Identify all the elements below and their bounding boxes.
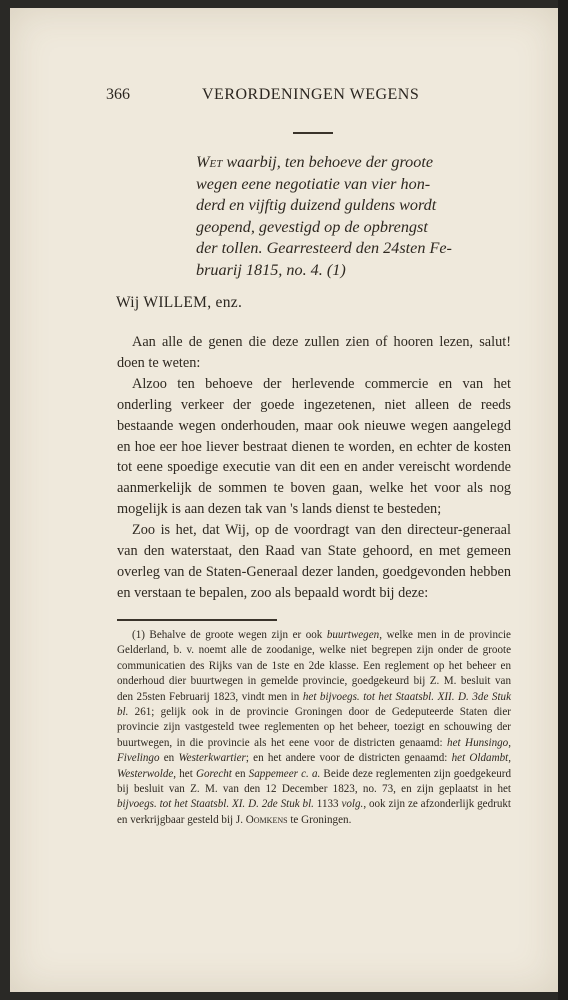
running-title: VERORDENINGEN WEGENS [202,86,420,103]
title-line-6: bruarij 1815, no. 4. (1) [196,260,346,279]
fn-text: , het [173,767,196,780]
fn-italic: Fivelingo [117,752,160,765]
fn-text: (1) Behalve de groote wegen zijn er ook [132,629,327,641]
fn-text: en [231,767,249,780]
title-first-word: Wet [196,153,223,171]
fn-italic: het bijvoegs. tot het Staatsbl. XII. D. 3de Stuk bl. [117,690,511,719]
fn-text: te Groningen. [287,813,352,826]
footnote-rule [117,619,277,621]
fn-text: Beide deze reglementen zijn goedgekeurd bij besluit van Z. M. van den 12 December 1823, no. 73, en zijn geplaatst in het [117,767,511,796]
fn-italic: het Oldambt [451,752,509,765]
fn-text: , [508,736,511,749]
fn-text: 261; gelijk ook in de provincie Groningen door de Gedeputeerde Staten dier provincie zijn vastgesteld twee reglementen op het beheer, toezigt en schouwing der buurtwegen, in die provincie als het eene voor de districten genaamd: [117,706,511,749]
fn-text: , ook zijn ze afzonderlijk gedrukt en verkrijgbaar gesteld bij [117,798,511,826]
title-line-2: wegen eene negotiatie van vier hon- [196,174,431,193]
title-line-3: derd en vijftig duizend guldens wordt [196,196,437,214]
fn-italic: Gorecht [195,767,232,780]
page-number: 366 [106,86,130,103]
title-line-5: der tollen. Gearresteerd den 24sten Fe- [196,239,452,257]
fn-italic: Sappemeer c. a. [248,767,321,780]
header-rule [293,132,333,134]
fn-italic: het Hunsingo [447,736,509,749]
fn-text: 1133 [313,798,342,811]
body-paragraph-1: Aan alle de genen die deze zullen zien of hooren lezen, salut! doen te weten: [117,334,511,371]
fn-text: en [159,752,179,765]
title-line-1-rest: waarbij, ten behoeve der groote [222,153,434,171]
fn-text: , welke men in de provincie Gelderland, b. v. noemt alle de zoodanige, welke niet begrepen zijn onder de groote communicatien des Rijks van de 1ste en 2de klasse. Een reglement op het beheer en onderhoud dier buurtwegen in gemelde provincie, goedgekeurd bij Z. M. besluit van den 25sten Februarij 1823, vindt men in [117,629,511,703]
title-line-4: geopend, gevestigd op de opbrengst [196,217,428,236]
footnote [117,628,511,828]
law-title [196,152,518,281]
fn-smallcaps: J. Oomkens [235,813,288,826]
royal-signature: Wij WILLEM, enz. [116,294,243,311]
body-paragraph-3: Zoo is het, dat Wij, op de voordragt van den directeur-generaal van den waterstaat, den Raad van State gehoord, en met gemeen overleg van de Staten-Generaal dezer landen, goedgevonden hebben en verstaan te bepalen, zoo als bepaald wordt bij deze: [117,522,511,601]
fn-italic: buurtwegen [326,629,380,641]
fn-italic: Westerwolde [117,767,174,780]
fn-text: ; en het andere voor de districten genaamd: [245,752,452,765]
fn-italic: bijvoegs. tot het Staatsbl. XI. D. 2de Stuk bl. [117,798,314,811]
body-paragraph-2: Alzoo ten behoeve der herlevende commercie en van het onderling verkeer der goede ingezetenen, niet alleen de reeds bestaande wegen onderhouden, maar ook nieuwe wegen aangelegd en hoe eer hoe liever bestraat dienen te worden, en echter de kosten tot eene spoedige executie van dit een en ander vereischt wordende aanmerkelijk de sommen te boven gaan, welke het voor als nog mogelijk is aan dezen tak van 's lands dienst te besteden; [117,375,511,518]
body-text [117,332,511,604]
fn-text: , [508,752,511,765]
fn-italic: Westerkwartier [178,752,246,765]
fn-italic: volg. [341,798,364,811]
title-line-1 [196,152,518,174]
footnote-paragraph [117,628,511,828]
scan-edge [558,0,568,1000]
